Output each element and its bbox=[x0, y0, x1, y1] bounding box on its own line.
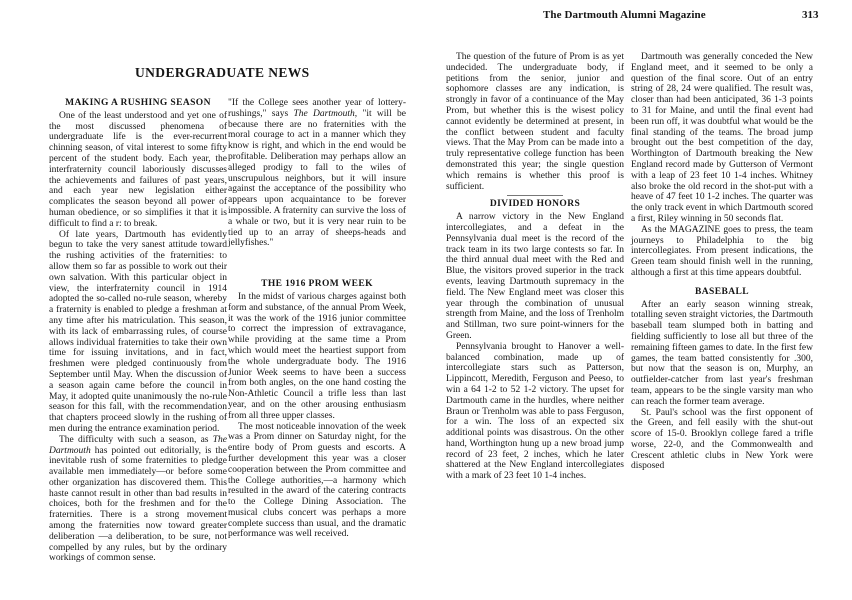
rushing-p3-text-b: has pointed out editorially, is the inevitable rush of some fraternities to pledge available men immediately—or before some other organization has discovered them. This haste cannot result in other than bad results in choices, both for the freshmen and for the fraternities. There is a strong movement among the fraternities now toward greater deliberation —a deliberation, to be sure, not compelled by any rules, but by the ordinary workings of common sense. bbox=[49, 445, 227, 564]
rushing-p3-text-a: The difficulty with such a season, as bbox=[59, 434, 213, 445]
prom-heading: THE 1916 PROM WEEK bbox=[261, 279, 373, 290]
rushing-p4-text-b: "it will be because there are no fraternities with the moral courage to act in a manner which they know is right, and which in the end would be profitable. Deliberation may perhaps allow an alleged prodigy to fall to the wiles of unscrupulous neighbors, but it will insure against the acceptance of the possibility who appears upon acquaintance to be forever impossible. A fraternity can survive the loss of a whale or two, but it is very near ruin to be tied up to an array of sheeps-heads and jellyfishes." bbox=[228, 108, 407, 249]
column-1 bbox=[49, 98, 227, 564]
rushing-heading: MAKING A RUSHING SEASON bbox=[65, 98, 211, 108]
column-4 bbox=[631, 52, 813, 472]
section-banner: UNDERGRADUATE NEWS bbox=[135, 65, 310, 80]
rushing-paragraph-1: One of the least understood and yet one of the most discussed phenomena of undergraduate life is the ever-recurrent chinning season, of vital interest to some fifty percent of the student body. Each year, the interfraternity council laboriously discusses the achievements and failures of past years, and each year new legislation either complicates the season beyond all power of human obedience, or so simplifies it that it is difficult to find a r: to break. bbox=[49, 110, 227, 229]
rushing-p3-italic: The Dartmouth bbox=[49, 434, 227, 456]
section-gap-small bbox=[631, 279, 813, 287]
baseball-heading: BASEBALL bbox=[695, 286, 749, 297]
rushing-paragraph-2: Of late years, Dartmouth has evidently begun to take the very sanest attitude toward the rushing activities of the fraternities: to allow them so far as possible to work out their own salvation. With this particular object in view, the interfraternity council in 1914 adopted the so-called no-rule season, whereby a fraternity is enabled to pledge a freshman at any time after his matriculation. This season, with its lack of embarrassing rules, of course allows individual fraternities to take their own time for issuing invitations, and in fact, freshmen were pledged continuously from September until May. When the discussion of a season again came before the council in May, it adopted quite unanimously the no-rule season for this fall, with the recommendation that chapters proceed slowly in the rushing of men during the entrance examination period. bbox=[49, 229, 227, 434]
honors-heading-wrap bbox=[489, 195, 581, 210]
rushing-paragraph-3 bbox=[49, 435, 227, 565]
baseball-paragraph-1: After an early season winning streak, totalling seven straight victories, the Dartmouth baseball team slumped both in batting and fielding sufficiently to lose all but three of the remaining fifteen games to date. In the first few games, the team batted consistently for .300, but now that the season is on, Murphy, an outfielder-catcher from last year's freshman team, appears to be the single varsity man who can reach the former team average. bbox=[631, 299, 813, 407]
honors-paragraph-4: As the MAGAZINE goes to press, the team journeys to Philadelphia to the big intercollegiates. From present indications, the Green team should finish well in the running, although a first at this time appears doubtful. bbox=[631, 224, 813, 278]
prom-paragraph-3: The question of the future of Prom is as yet undecided. The undergraduate body, if petitions from the senior, junior and sophomore classes are any indication, is strongly in favor of a continuance of the May Prom, but whether this is the wisest policy cannot evidently be determined at present, in the conflict between student and faculty views. That the May Prom can be made into a truly representative college function has been demonstrated this year; the single question which remains is whether this proof is sufficient. bbox=[446, 52, 624, 192]
honors-paragraph-2: Pennsylvania brought to Hanover a well-balanced combination, made up of intercollegiate stars such as Patterson, Lippincott, Meredith, Ferguson and Peeso, to win a 64 1-2 to 52 1-2 victory. The upset for Dartmouth came in the hurdles, where neither Braun or Trenholm was able to pass Ferguson, for a win. The loss of an expected six additional points was disastrous. On the other hand, Worthington hung up a new broad jump record of 23 feet, 2 inches, which he later shattered at the New England intercollegiates with a mark of 23 feet 10 1-4 inches. bbox=[446, 341, 624, 482]
honors-heading: DIVIDED HONORS bbox=[489, 199, 581, 210]
prom-paragraph-2: The most noticeable innovation of the week was a Prom dinner on Saturday night, for the entire body of Prom guests and escorts. A further development this year was a closer cooperation between the Prom committee and the College authorities,—a harmony which resulted in the award of the catering contracts to the College Dining Association. The musical clubs concert was perhaps a more complete success than usual, and the dramatic performance was well received. bbox=[228, 421, 406, 540]
baseball-paragraph-2: St. Paul's school was the first opponent of the Green, and fell easily with the shut-out score of 15-0. Brooklyn college fared a trifle worse, 22-0, and the Commonwealth and Crescent athletic clubs in New York were disposed bbox=[631, 407, 813, 472]
rushing-p4-italic: The Dartmouth, bbox=[293, 108, 358, 119]
column-3 bbox=[446, 52, 624, 482]
section-gap bbox=[228, 249, 406, 279]
honors-paragraph-1: A narrow victory in the New England intercollegiates, and a defeat in the Pennsylvania dual meet is the record of the track team in its two large contests so far. In the third annual dual meet with the Red and Blue, the visitors proved superior in the track events, leaving Dartmouth supremacy in the field. The New England meet was closer this year through the combination of unusual strength from Maine, and the loss of Trenholm and Stillman, two sure point-winners for the Green. bbox=[446, 212, 624, 341]
rushing-paragraph-4 bbox=[228, 98, 406, 249]
honors-paragraph-3: Dartmouth was generally conceded the New England meet, and it seemed to be only a question of the final score. Out of an entry string of 28, 24 were qualified. The result was, closer than had been anticipated, 36 1-3 points to 31 for Maine, and until the final event had been run off, it was doubtful what would be the final standing of the teams. The broad jump brought out the best competition of the day, Worthington of Dartmouth breaking the New England record made by Gutterson of Vermont with a leap of 23 feet 10 1-4 inches. Whitney also broke the old record in the shot-put with a heave of 47 feet 10 1-2 inches. The quarter was the only track event in which Dartmouth scored a first, Riley winning in 50 seconds flat. bbox=[631, 52, 813, 224]
magazine-title: The Dartmouth Alumni Magazine bbox=[543, 9, 706, 21]
rushing-p4-text-a: "If the College sees another year of lottery-rushings," says bbox=[228, 98, 406, 119]
column-2 bbox=[228, 98, 406, 540]
prom-paragraph-1: In the midst of various charges against both form and substance, of the annual Prom Week, it was the work of the 1916 junior committee to correct the impression of extravagance, while providing at the same time a Prom which would meet the heartiest support from the whole undergraduate body. The 1916 Junior Week seems to have been a success from both angles, on the one hand costing the Non-Athletic Council a trifle less than last year, and on the other arousing enthusiasm from all three upper classes. bbox=[228, 291, 406, 421]
page-number: 313 bbox=[802, 9, 819, 21]
running-head bbox=[0, 6, 852, 26]
